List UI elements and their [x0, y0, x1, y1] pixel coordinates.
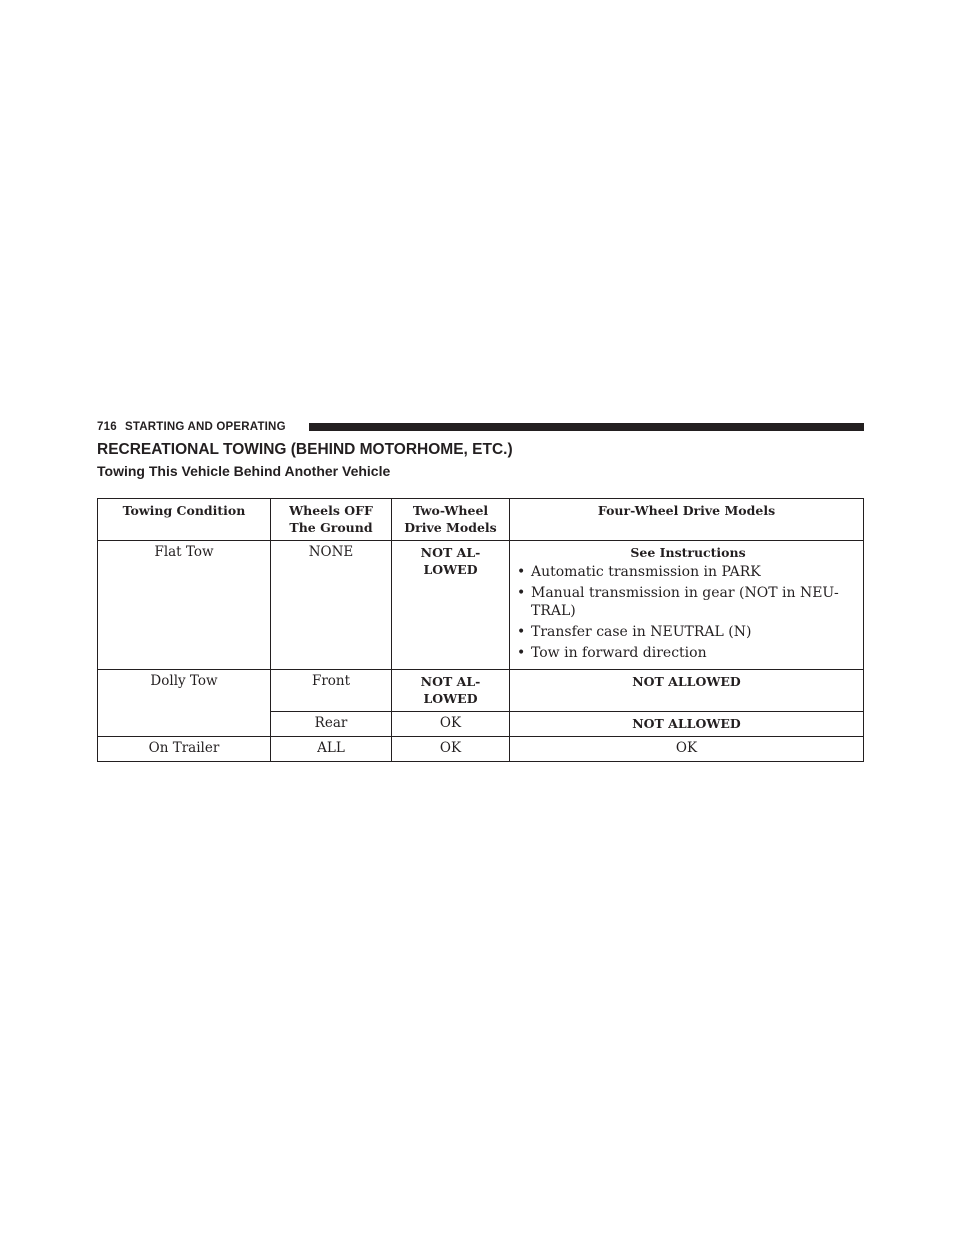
table-row [98, 670, 864, 712]
cell-dolly-front-two-wheel: NOT AL- LOWED [392, 670, 510, 712]
cell-on-trailer-two-wheel: OK [392, 737, 510, 762]
header-wheels-off: Wheels OFF The Ground [271, 499, 392, 541]
see-instructions-heading: See Instructions [630, 545, 746, 560]
cell-on-trailer-four-wheel: OK [510, 737, 864, 762]
section-name: STARTING AND OPERATING [125, 421, 286, 433]
bullet-icon: • [517, 585, 526, 601]
cell-flat-tow-two-wheel: NOT AL- LOWED [392, 541, 510, 670]
cell-on-trailer: On Trailer [98, 737, 271, 762]
header-rule [309, 423, 864, 431]
list-item: • Automatic transmission in PARK [517, 564, 761, 580]
page-subtitle: Towing This Vehicle Behind Another Vehicle [97, 463, 391, 479]
bullet-icon: • [517, 645, 526, 661]
table-row [98, 737, 864, 762]
cell-dolly-tow: Dolly Tow [98, 670, 271, 737]
instructions-list [517, 563, 859, 662]
list-item: • Transfer case in NEUTRAL (N) [517, 624, 752, 640]
cell-flat-tow-four-wheel [510, 541, 864, 670]
towing-table [97, 498, 864, 762]
page-header [97, 419, 864, 435]
table-row [98, 541, 864, 670]
bullet-icon: • [517, 624, 526, 640]
header-towing-condition: Towing Condition [98, 499, 271, 541]
cell-dolly-rear-two-wheel: OK [392, 712, 510, 737]
list-item: • Tow in forward direction [517, 645, 707, 661]
cell-dolly-front-four-wheel: NOT ALLOWED [510, 670, 864, 712]
table-header-row [98, 499, 864, 541]
header-two-wheel: Two-Wheel Drive Models [392, 499, 510, 541]
cell-flat-tow: Flat Tow [98, 541, 271, 670]
page-number: 716 [97, 421, 117, 433]
cell-dolly-front: Front [271, 670, 392, 712]
header-four-wheel: Four-Wheel Drive Models [510, 499, 864, 541]
cell-dolly-rear-four-wheel: NOT ALLOWED [510, 712, 864, 737]
list-item: • Manual transmission in gear (NOT in NEU-TRAL) [517, 585, 839, 619]
page-title: RECREATIONAL TOWING (BEHIND MOTORHOME, ETC.) [97, 441, 513, 458]
cell-dolly-rear: Rear [271, 712, 392, 737]
cell-flat-tow-wheels: NONE [271, 541, 392, 670]
cell-on-trailer-wheels: ALL [271, 737, 392, 762]
bullet-icon: • [517, 564, 526, 580]
